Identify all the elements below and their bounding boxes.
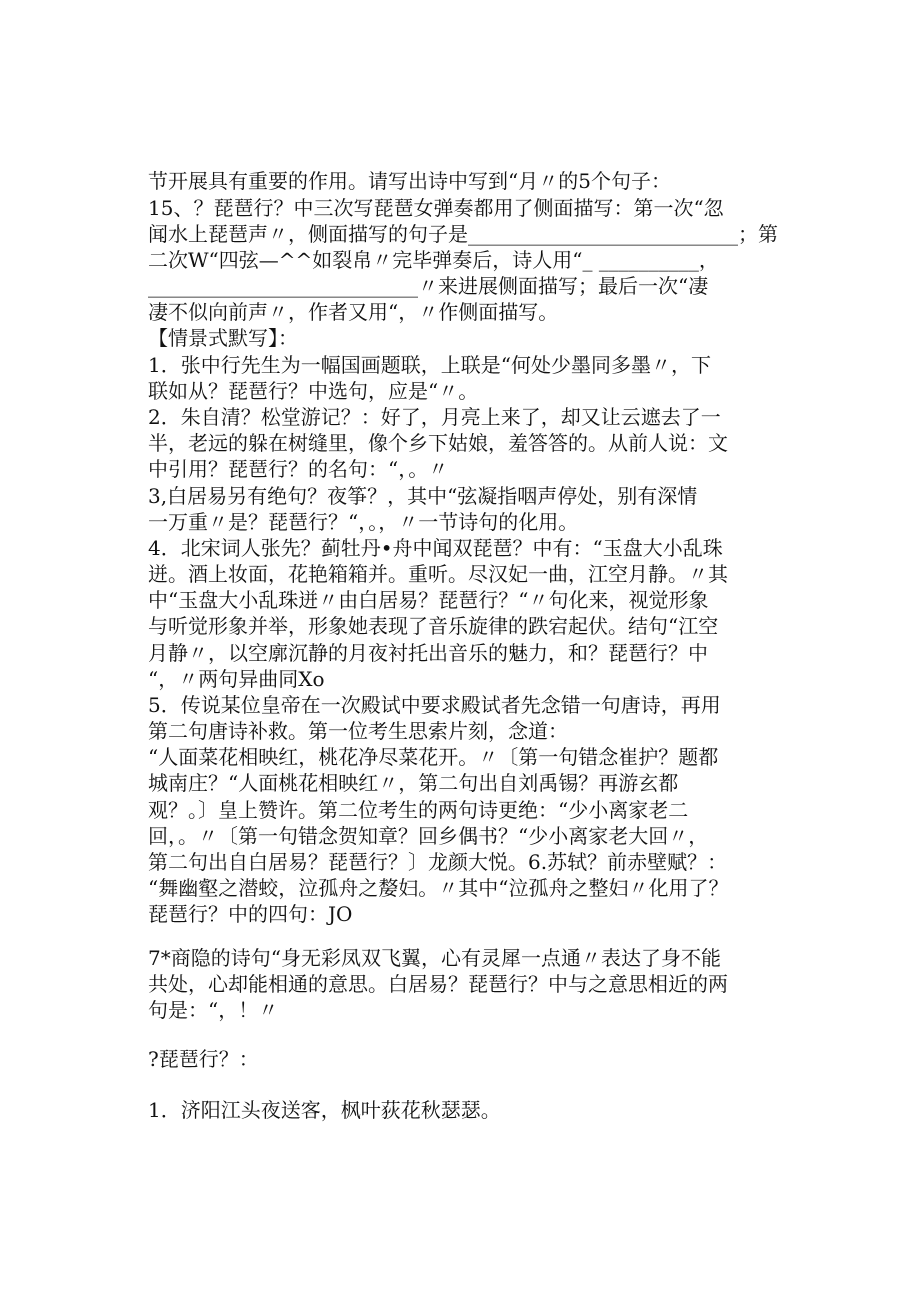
text-line: 与听觉形象并举，形象她表现了音乐旋律的跌宕起伏。结句“江空 [148,614,719,638]
text-line: 月静〃，以空廓沉静的月夜衬托出音乐的魅力，和？琵琶行？中 [148,641,708,665]
text-line: 15、？琵琶行？中三次写琵琶女弹奏都用了侧面描写：第一次“忽 [148,196,724,220]
text-line: 2．朱自清？松堂游记？：好了，月亮上来了，却又让云遮去了一 [148,405,721,429]
text-line: 4．北宋词人张先？蓟牡丹•舟中闻双琵琶？中有：“玉盘大小乱珠 [148,536,723,560]
text-line: 共处，心却能相通的意思。白居易？琵琶行？中与之意思相近的两 [148,972,728,996]
text-line: 凄不似向前声〃，作者又用“，〃作侧面描写。 [148,300,559,324]
text-line: 3,白居易另有绝句？夜筝？，其中“弦凝指咽声停处，别有深情 [148,484,698,508]
text-line: 中“玉盘大小乱珠迸〃由白居易？琵琶行？“〃句化来，视觉形象 [148,588,709,612]
text-line: 句是：“，！〃 [148,998,279,1022]
text-line: 第二句唐诗补救。第一位考生思索片刻，念道： [148,719,568,743]
text-line: 琵琶行？中的四句：JO [148,902,353,926]
poem-title: ?琵琶行？： [148,1047,259,1071]
text-line: 5．传说某位皇帝在一次殿试中要求殿试者先念错一句唐诗，再用 [148,693,721,717]
poem-line: 1．济阳江头夜送客，枫叶荻花秋瑟瑟。 [148,1098,501,1122]
text-line: “舞幽壑之潜蛟，泣孤舟之嫠妇。〃其中“泣孤舟之整妇〃化用了？ [148,876,729,900]
text-line: “，〃两句异曲同Xo [148,667,325,691]
text-line: 迸。酒上妆面，花艳箱箱并。重听。尽汉妃一曲，江空月静。〃其 [148,562,728,586]
text-line: 观？。〕皇上赞许。第二位考生的两句诗更绝：“少小离家老二 [148,798,689,822]
text-line: 联如从？琵琶行？中选句，应是“〃。 [148,379,479,403]
text-line: 7*商隐的诗句“身无彩凤双飞翼，心有灵犀一点通〃表达了身不能 [148,946,721,970]
text-line: “人面菜花相映红，桃花净尽菜花开。〃〔第一句错念崔护？题都 [148,745,719,769]
text-line: 二次W“四弦—^^如裂帛〃完毕弹奏后，诗人用“_ __________， [148,248,719,272]
text-line: 回，。〃〔第一句错念贺知章？回乡偶书？“少小离家老大回〃， [148,824,709,848]
text-line: 闻水上琵琶声〃，侧面描写的句子是___________________________；第 [148,222,778,246]
text-line: 节开展具有重要的作用。请写出诗中写到“月〃的5个句子： [148,169,671,193]
text-line: 半，老远的躲在树缝里，像个乡下姑娘，羞答答的。从前人说：文 [148,431,728,455]
text-line: 1．张中行先生为一幅国画题联，上联是“何处少墨同多墨〃，下 [148,353,711,377]
text-line: 城南庄？“人面桃花相映红〃，第二句出自刘禹锡？再游玄都 [148,771,679,795]
section-heading: 【情景式默写】： [148,326,298,350]
text-line: 中引用？琵琶行？的名句：“，。〃 [148,457,449,481]
text-line: 第二句出自白居易？琵琶行？〕龙颜大悦。6.苏轼？前赤壁赋？： [148,850,728,874]
text-line: 一万重〃是？琵琶行？“，。，〃一节诗句的化用。 [148,510,579,534]
text-line: ___________________________〃来进展侧面描写；最后一次“凄 [148,274,709,298]
